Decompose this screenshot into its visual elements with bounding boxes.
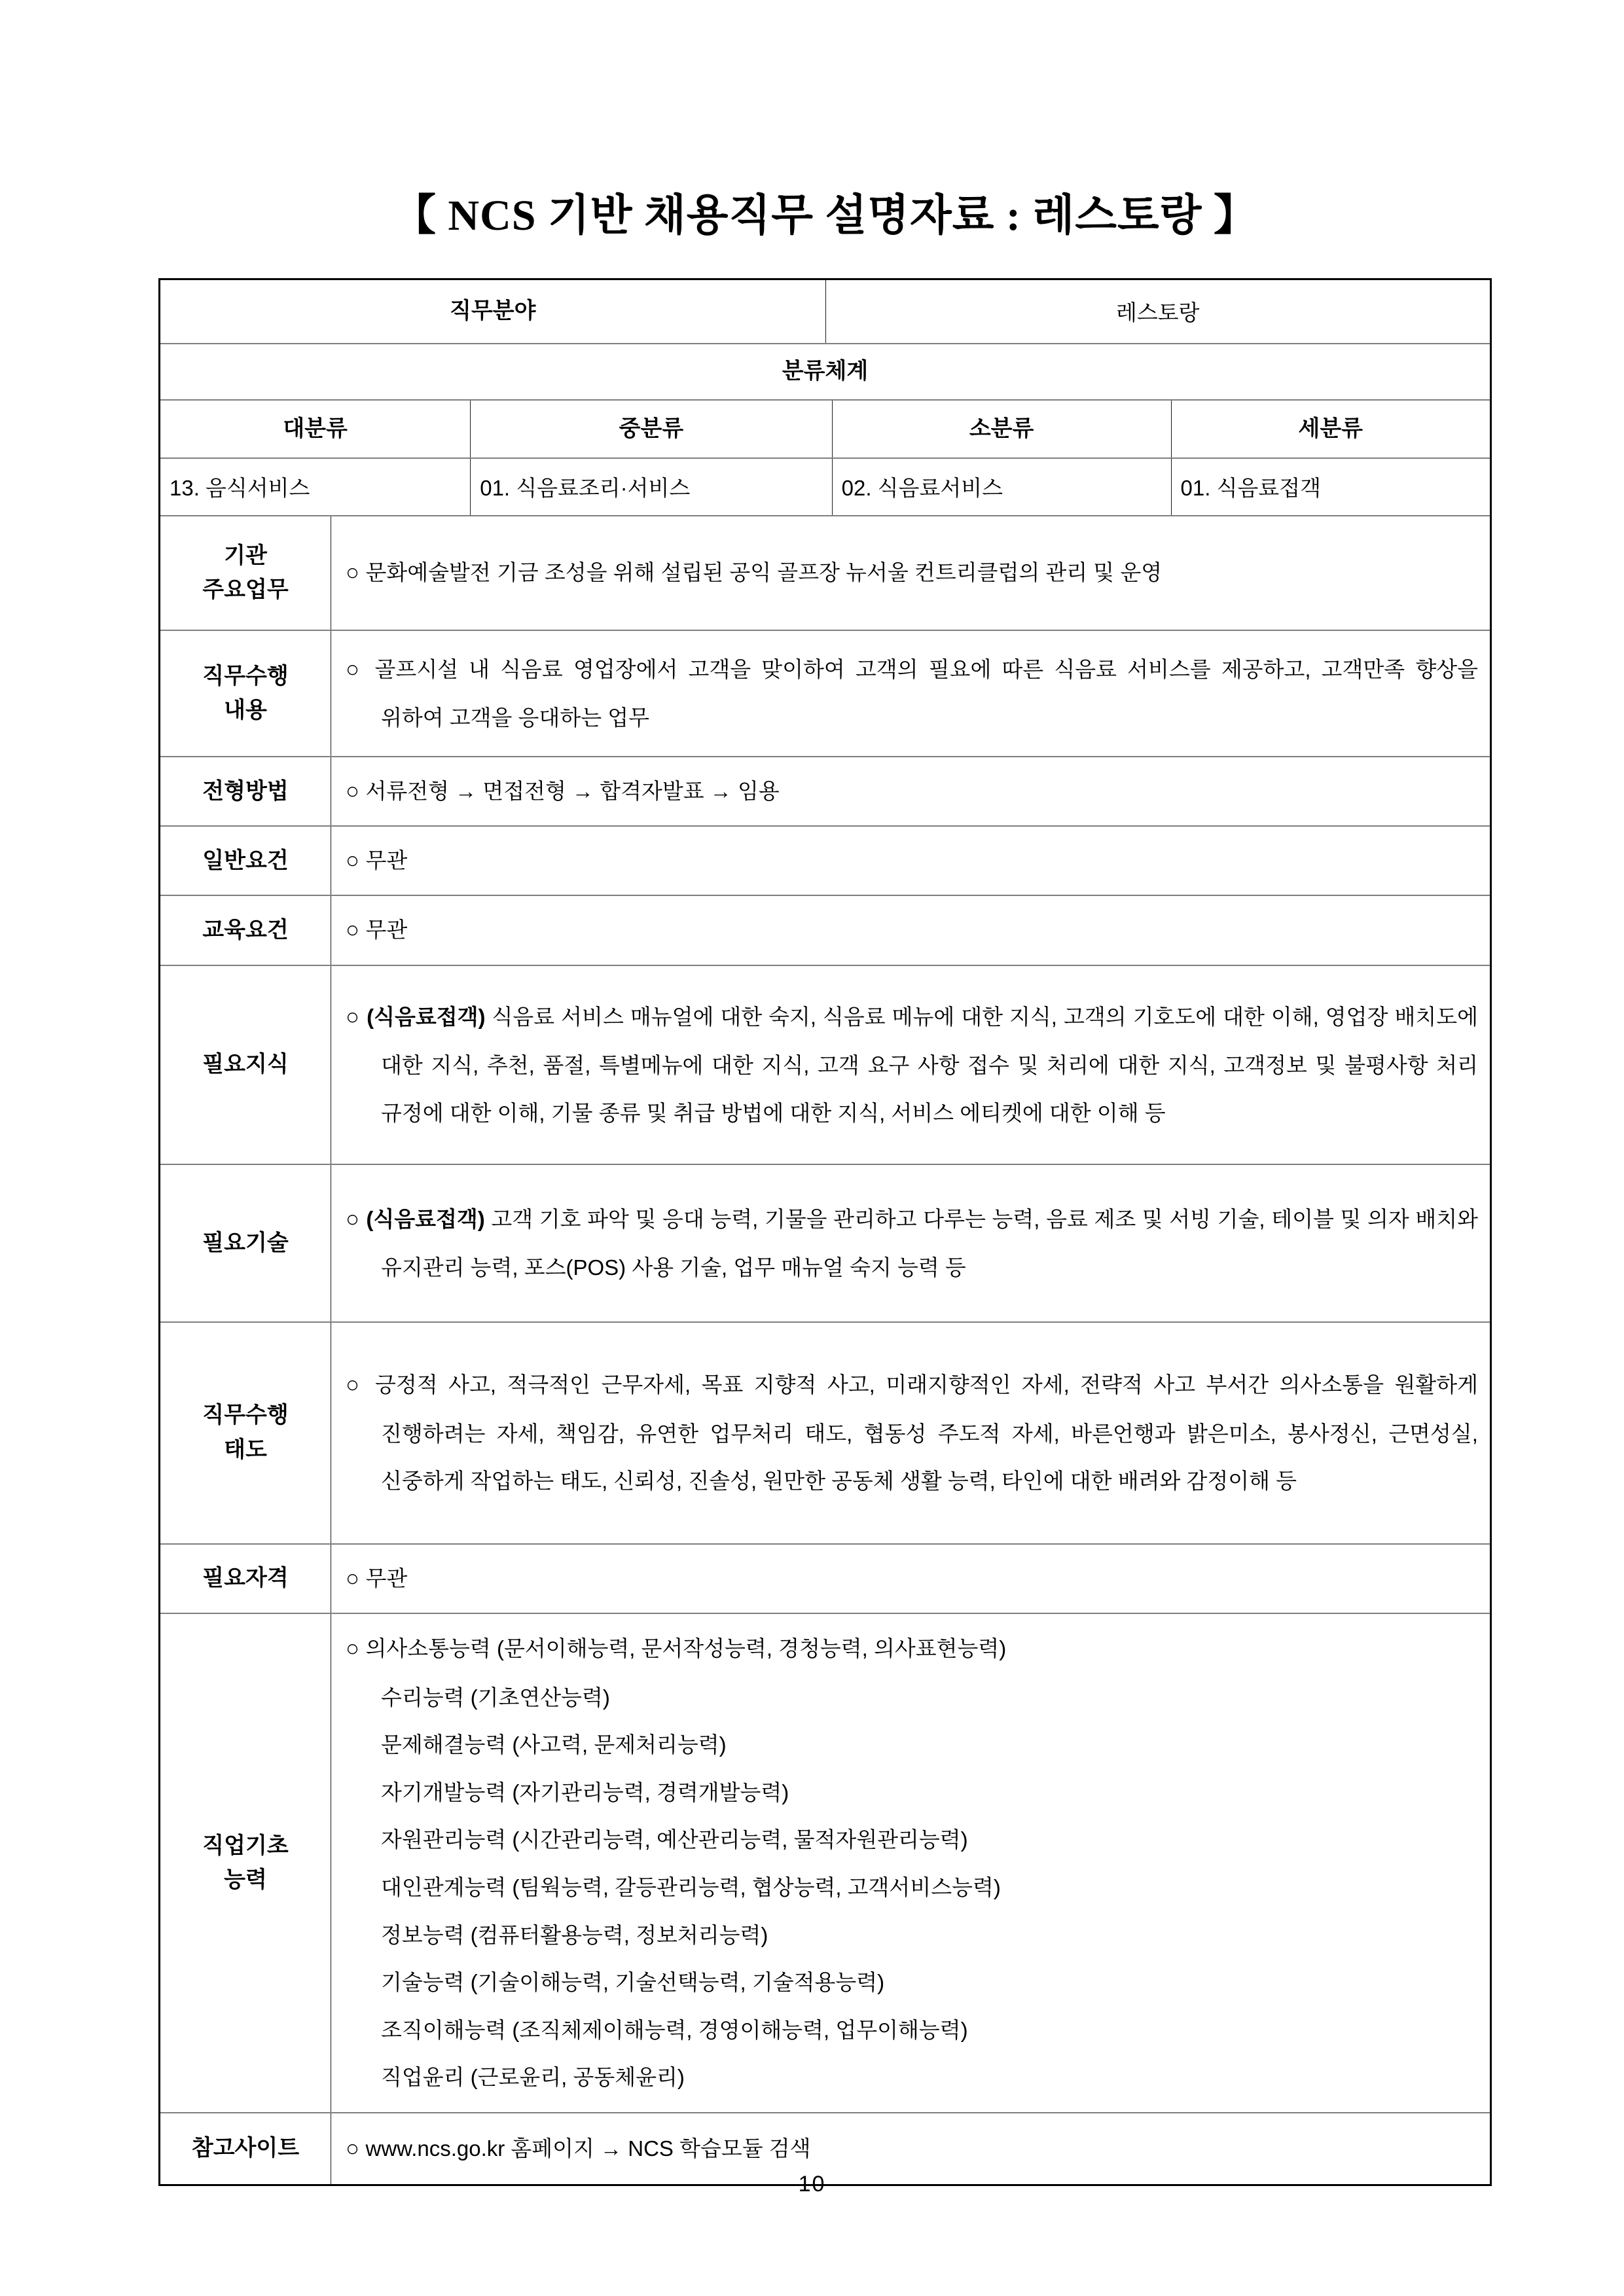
circle-bullet: ○ <box>345 1004 367 1030</box>
classification-val-detailed: 01. 식음료접객 <box>1171 459 1490 515</box>
classification-values-row <box>160 457 1490 515</box>
table-row <box>160 1543 1490 1613</box>
row-label <box>160 631 331 756</box>
classification-columns-row <box>160 399 1490 457</box>
classification-col-middle: 중분류 <box>470 401 831 457</box>
row-content <box>331 1165 1490 1321</box>
row-label <box>160 1165 331 1321</box>
row-label-line: 태도 <box>224 1437 267 1462</box>
classification-val-major: 13. 음식서비스 <box>170 476 310 501</box>
job-field-value: 레스토랑 <box>825 280 1490 343</box>
job-field-label: 직무분야 <box>450 298 536 324</box>
content-line: ○ 무관 <box>345 1566 408 1591</box>
row-content <box>331 827 1490 895</box>
table-row <box>160 825 1490 895</box>
table-row <box>160 965 1490 1164</box>
circle-bullet: ○ <box>345 2136 366 2161</box>
content-line: ○ 문화예술발전 기금 조성을 위해 설립된 공익 골프장 뉴서울 컨트리클럽의 관리 및 운영 <box>345 560 1163 586</box>
content-line: 자원관리능력 (시간관리능력, 예산관리능력, 물적자원관리능력) <box>380 1827 968 1852</box>
table-row <box>160 895 1490 964</box>
content-bold-prefix: (식음료접객) <box>367 1004 492 1029</box>
row-content <box>331 1614 1490 2112</box>
row-content <box>331 516 1490 630</box>
row-label-line: 직무수행 <box>202 1403 289 1428</box>
content-line: 기술능력 (기술이해능력, 기술선택능력, 기술적용능력) <box>380 1970 885 1995</box>
classification-header-row <box>160 343 1490 399</box>
row-content <box>331 1323 1490 1543</box>
row-content <box>331 1545 1490 1613</box>
content-line: ○ (식음료접객) 식음료 서비스 매뉴얼에 대한 숙지, 식음료 메뉴에 대한 지식, 고객의 기호도에 대한 이해, 영업장 배치도에 대한 지식, 추천, 품절, 특별메뉴에 대한 지식, 고객 요구 사항 접수 및 처리에 대한 지식, 고객정보 및 불평사항 처리 규정에 대한 이해, 기물 종류 및 취급 방법에 대한 지식, 서비스 에티켓에 대한 이해 등 <box>345 1004 1478 1125</box>
table-row <box>160 1164 1490 1321</box>
circle-bullet: ○ <box>345 1372 376 1398</box>
circle-bullet: ○ <box>345 848 366 874</box>
content-line: 정보능력 (컴퓨터활용능력, 정보처리능력) <box>380 1922 768 1947</box>
row-content <box>331 896 1490 964</box>
row-label <box>160 516 331 630</box>
circle-bullet: ○ <box>345 1566 366 1591</box>
row-label-line: 필요기술 <box>202 1230 289 1255</box>
content-line: 직업윤리 (근로윤리, 공동체윤리) <box>380 2065 685 2090</box>
circle-bullet: ○ <box>345 1636 366 1662</box>
content-line: ○ 긍정적 사고, 적극적인 근무자세, 목표 지향적 사고, 미래지향적인 자세, 전략적 사고 부서간 의사소통을 원활하게 진행하려는 자세, 책임감, 유연한 업무처리 태도, 협동성 주도적 자세, 바른언행과 밝은미소, 봉사정신, 근면성실, 신중하게 작업하는 태도, 신뢰성, 진솔성, 원만한 공동체 생활 능력, 타인에 대한 배려와 감정이해 등 <box>345 1372 1478 1494</box>
table-row <box>160 515 1490 630</box>
row-label-line: 기관 <box>224 543 267 568</box>
row-label <box>160 896 331 964</box>
row-label <box>160 966 331 1164</box>
row-label <box>160 827 331 895</box>
row-label-line: 필요자격 <box>202 1566 289 1591</box>
classification-col-minor: 소분류 <box>832 401 1171 457</box>
content-line: ○ www.ncs.go.kr 홈페이지 → NCS 학습모듈 검색 <box>345 2136 811 2161</box>
row-label-line: 주요업무 <box>202 577 289 603</box>
row-label-line: 교육요건 <box>202 918 289 943</box>
content-line: 대인관계능력 (팀웍능력, 갈등관리능력, 협상능력, 고객서비스능력) <box>380 1875 1001 1900</box>
row-label-line: 직업기초 <box>202 1833 289 1858</box>
row-label <box>160 1545 331 1613</box>
row-label <box>160 1323 331 1543</box>
row-content <box>331 966 1490 1164</box>
content-line: ○ 의사소통능력 (문서이해능력, 문서작성능력, 경청능력, 의사표현능력) <box>345 1636 1007 1662</box>
content-line: 자기개발능력 (자기관리능력, 경력개발능력) <box>380 1780 789 1804</box>
content-line: 수리능력 (기초연산능력) <box>380 1685 610 1710</box>
classification-col-major: 대분류 <box>283 416 348 441</box>
row-label-line: 능력 <box>224 1867 267 1893</box>
content-line: 문제해결능력 (사고력, 문제처리능력) <box>380 1732 727 1757</box>
circle-bullet: ○ <box>345 1206 367 1232</box>
row-label-line: 필요지식 <box>202 1052 289 1077</box>
page-number: - 10 - <box>782 2172 842 2197</box>
content-line: ○ 무관 <box>345 918 408 943</box>
table-row <box>160 1613 1490 2112</box>
content-line: ○ 무관 <box>345 848 408 874</box>
circle-bullet: ○ <box>345 560 366 586</box>
classification-col-detailed: 세분류 <box>1171 401 1490 457</box>
content-line: ○ (식음료접객) 고객 기호 파악 및 응대 능력, 기물을 관리하고 다루는 능력, 음료 제조 및 서빙 기술, 테이블 및 의자 배치와 유지관리 능력, 포스(POS) 사용 기술, 업무 매뉴얼 숙지 능력 등 <box>345 1206 1478 1280</box>
classification-val-middle: 01. 식음료조리·서비스 <box>470 459 831 515</box>
row-label-line: 일반요건 <box>202 848 289 873</box>
row-label-line: 직무수행 <box>202 663 289 689</box>
row-label-line: 전형방법 <box>202 778 289 804</box>
row-content <box>331 757 1490 825</box>
content-bold-prefix: (식음료접객) <box>366 1206 492 1231</box>
job-field-row <box>160 280 1490 343</box>
row-label <box>160 757 331 825</box>
table-row <box>160 756 1490 825</box>
row-label-line: 참고사이트 <box>191 2136 300 2161</box>
classification-val-minor: 02. 식음료서비스 <box>832 459 1171 515</box>
content-line: ○ 서류전형 → 면접전형 → 합격자발표 → 임용 <box>345 778 780 804</box>
circle-bullet: ○ <box>345 656 375 682</box>
row-label <box>160 1614 331 2112</box>
content-line: 조직이해능력 (조직체제이해능력, 경영이해능력, 업무이해능력) <box>380 2017 968 2042</box>
circle-bullet: ○ <box>345 778 366 804</box>
page-title: 【 NCS 기반 채용직무 설명자료 : 레스토랑 】 <box>392 192 1258 240</box>
row-content <box>331 631 1490 756</box>
content-line: ○ 골프시설 내 식음료 영업장에서 고객을 맞이하여 고객의 필요에 따른 식음료 서비스를 제공하고, 고객만족 향상을 위하여 고객을 응대하는 업무 <box>345 656 1478 730</box>
circle-bullet: ○ <box>345 918 366 943</box>
table-row <box>160 630 1490 756</box>
row-label-line: 내용 <box>224 698 267 723</box>
job-description-table <box>158 278 1492 2186</box>
classification-header: 분류체계 <box>782 359 869 384</box>
table-row <box>160 1321 1490 1543</box>
